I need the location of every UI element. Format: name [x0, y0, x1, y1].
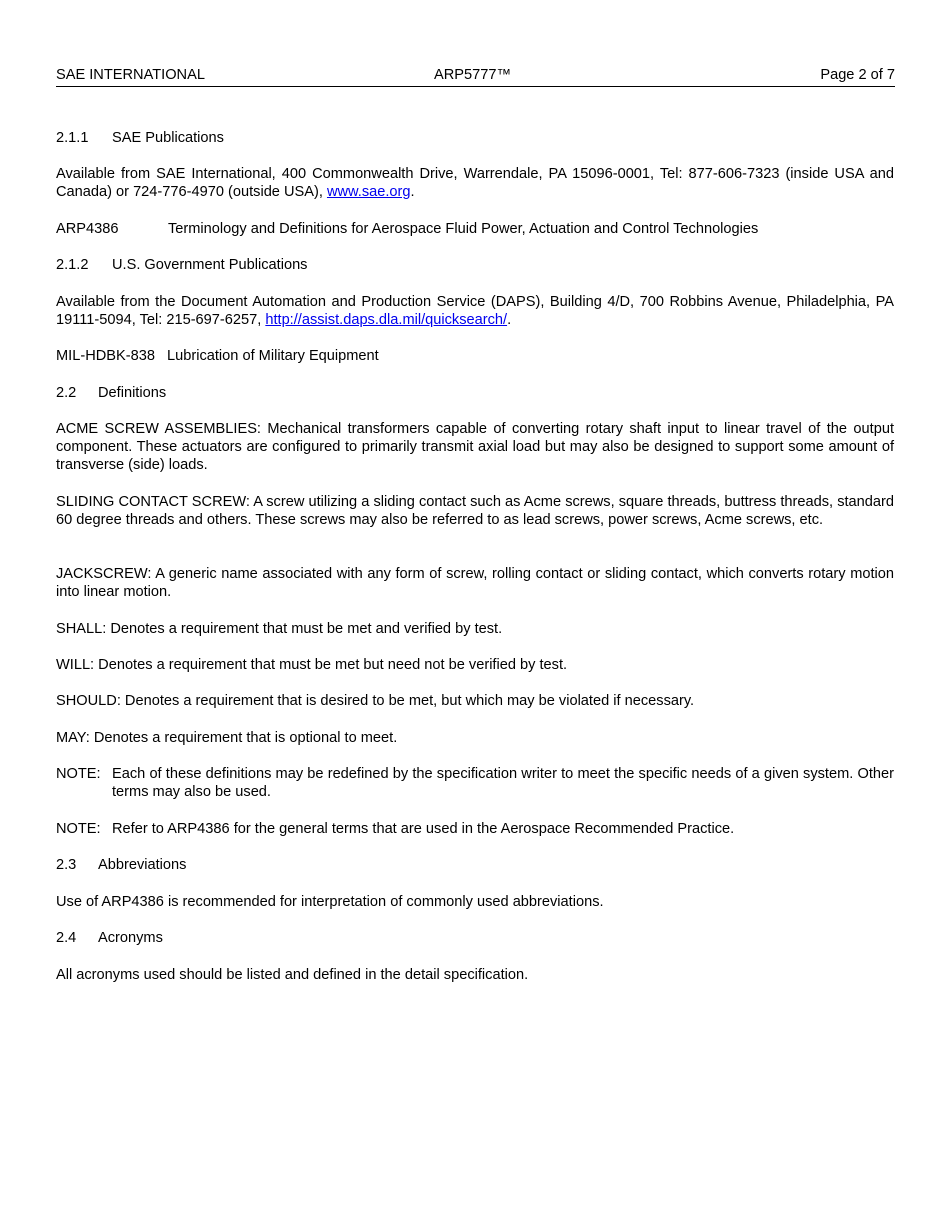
- header-document-id: ARP5777™: [434, 67, 512, 83]
- reference-arp4386: ARP4386 Terminology and Definitions for Aerospace Fluid Power, Actuation and Control Technologies: [56, 221, 759, 237]
- definition-acme-screw-assemblies: ACME SCREW ASSEMBLIES: Mechanical transformers capable of converting rotary shaft input to linear travel of the output component. These actuators are configured to primarily transmit axial load but may also be designed to support some amount of transverse (side) loads.: [56, 421, 894, 474]
- daps-availability-paragraph: Available from the Document Automation and Production Service (DAPS), Building 4/D, 700 Robbins Avenue, Philadelphia, PA 19111-5094, Tel: 215-697-6257, http://assist.daps.dla.mil/quicksearch/.: [56, 294, 894, 329]
- definition-sliding-contact-screw: SLIDING CONTACT SCREW: A screw utilizing a sliding contact such as Acme screws, square threads, buttress threads, standard 60 degree threads and others. These screws may also be referred to as lead screws, power screws, Acme screws, etc.: [56, 494, 894, 529]
- section-2-1-2-heading: 2.1.2 U.S. Government Publications: [56, 257, 308, 273]
- header-organization: SAE INTERNATIONAL: [56, 67, 205, 83]
- header-page-number: Page 2 of 7: [820, 67, 895, 83]
- definition-should: SHOULD: Denotes a requirement that is desired to be met, but which may be violated if necessary.: [56, 693, 695, 709]
- note-refer-arp4386: NOTE: Refer to ARP4386 for the general terms that are used in the Aerospace Recommended Practice.: [56, 821, 735, 837]
- definition-jackscrew: JACKSCREW: A generic name associated with any form of screw, rolling contact or sliding contact, which converts rotary motion into linear motion.: [56, 566, 894, 601]
- reference-mil-hdbk-838: MIL-HDBK-838 Lubrication of Military Equipment: [56, 348, 379, 364]
- sae-availability-paragraph: Available from SAE International, 400 Commonwealth Drive, Warrendale, PA 15096-0001, Tel: 877-606-7323 (inside USA and Canada) or 724-776-4970 (outside USA), www.sae.org.: [56, 166, 894, 201]
- section-2-1-1-heading: 2.1.1 SAE Publications: [56, 130, 224, 146]
- definition-may: MAY: Denotes a requirement that is optional to meet.: [56, 730, 398, 746]
- abbreviations-paragraph: Use of ARP4386 is recommended for interpretation of commonly used abbreviations.: [56, 894, 604, 910]
- assist-quicksearch-link[interactable]: http://assist.daps.dla.mil/quicksearch/: [265, 312, 508, 329]
- sae-website-link[interactable]: www.sae.org: [326, 184, 411, 201]
- section-2-2-heading: 2.2 Definitions: [56, 385, 167, 401]
- page-header: [56, 66, 895, 87]
- definition-shall: SHALL: Denotes a requirement that must be met and verified by test.: [56, 621, 503, 637]
- definition-will: WILL: Denotes a requirement that must be met but need not be verified by test.: [56, 657, 568, 673]
- section-2-3-heading: 2.3 Abbreviations: [56, 857, 187, 873]
- section-2-4-heading: 2.4 Acronyms: [56, 930, 163, 946]
- acronyms-paragraph: All acronyms used should be listed and defined in the detail specification.: [56, 967, 529, 983]
- note-definitions-redefined: NOTE: Each of these definitions may be redefined by the specification writer to meet the specific needs of a given system. Other terms may also be used.: [56, 766, 894, 801]
